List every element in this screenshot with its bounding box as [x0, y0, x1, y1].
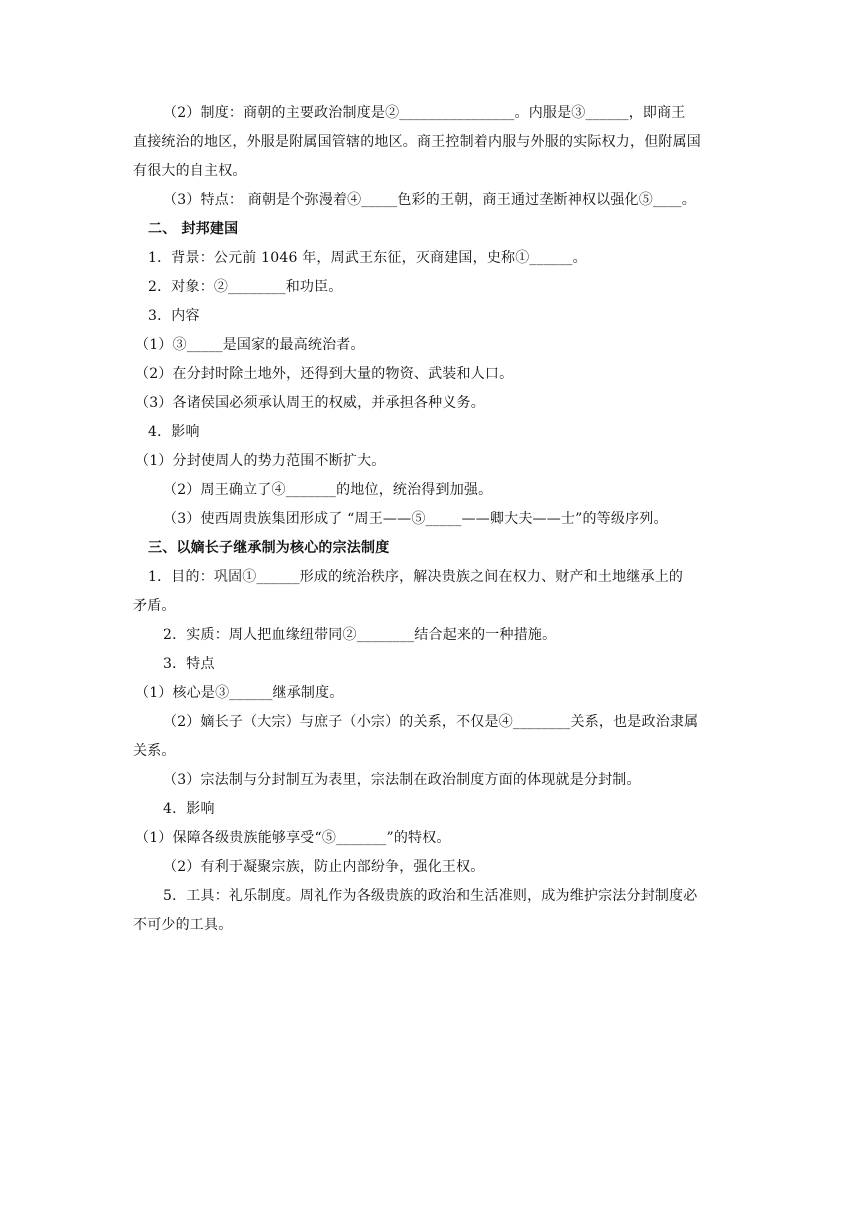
- document-body: [133, 99, 731, 940]
- text-line: （1）保障各级贵族能够享受“⑤_______”的特权。: [135, 830, 451, 846]
- text-line: 1．背景：公元前 1046 年，周武王东征，灭商建国，史称①______。: [148, 250, 587, 266]
- text-line: 4．影响: [163, 801, 215, 817]
- section-heading: 三、以嫡长子继承制为核心的宗法制度: [148, 540, 390, 556]
- text-line: （3）各诸侯国必须承认周王的权威，并承担各种义务。: [135, 395, 485, 411]
- text-line: 1．目的：巩固①______形成的统治秩序，解决贵族之间在权力、财产和土地继承上的: [148, 569, 684, 585]
- text-line: （1）核心是③______继承制度。: [135, 685, 344, 701]
- text-line: （1）分封使周人的势力范围不断扩大。: [135, 453, 386, 469]
- text-line: 关系。: [133, 743, 176, 759]
- text-line: 矛盾。: [133, 598, 176, 614]
- text-line: 有很大的自主权。: [133, 163, 247, 179]
- text-line: 2．实质：周人把血缘纽带同②________结合起来的一种措施。: [163, 627, 557, 643]
- text-line: 5．工具：礼乐制度。周礼作为各级贵族的政治和生活准则，成为维护宗法分封制度必: [163, 888, 698, 904]
- text-line: （3）特点： 商朝是个弥漫着④_____色彩的王朝，商王通过垄断神权以强化⑤____。: [163, 192, 696, 208]
- text-line: （2）周王确立了④_______的地位，统治得到加强。: [163, 482, 493, 498]
- text-line: （2）在分封时除土地外，还得到大量的物资、武装和人口。: [135, 366, 514, 382]
- text-line: 3．内容: [148, 308, 200, 324]
- text-line: （1）③_____是国家的最高统治者。: [135, 337, 365, 353]
- text-line: （3）宗法制与分封制互为表里，宗法制在政治制度方面的体现就是分封制。: [163, 772, 641, 788]
- text-line: （3）使西周贵族集团形成了 “周王——⑤_____——卿大夫——士”的等级序列。: [163, 511, 668, 527]
- text-line: 4．影响: [148, 424, 200, 440]
- text-line: 不可少的工具。: [133, 917, 233, 933]
- text-line: 3．特点: [163, 656, 215, 672]
- section-heading: 二、 封邦建国: [148, 221, 239, 237]
- text-line: 直接统治的地区，外服是附属国管辖的地区。商王控制着内服与外服的实际权力，但附属国: [133, 134, 701, 150]
- text-line: （2）有利于凝聚宗族，防止内部纷争，强化王权。: [163, 859, 485, 875]
- text-line: （2）制度：商朝的主要政治制度是②________________。内服是③______，即商王: [163, 105, 686, 121]
- text-line: 2．对象：②________和功臣。: [148, 279, 343, 295]
- text-line: （2）嫡长子（大宗）与庶子（小宗）的关系，不仅是④________关系，也是政治隶属: [163, 714, 699, 730]
